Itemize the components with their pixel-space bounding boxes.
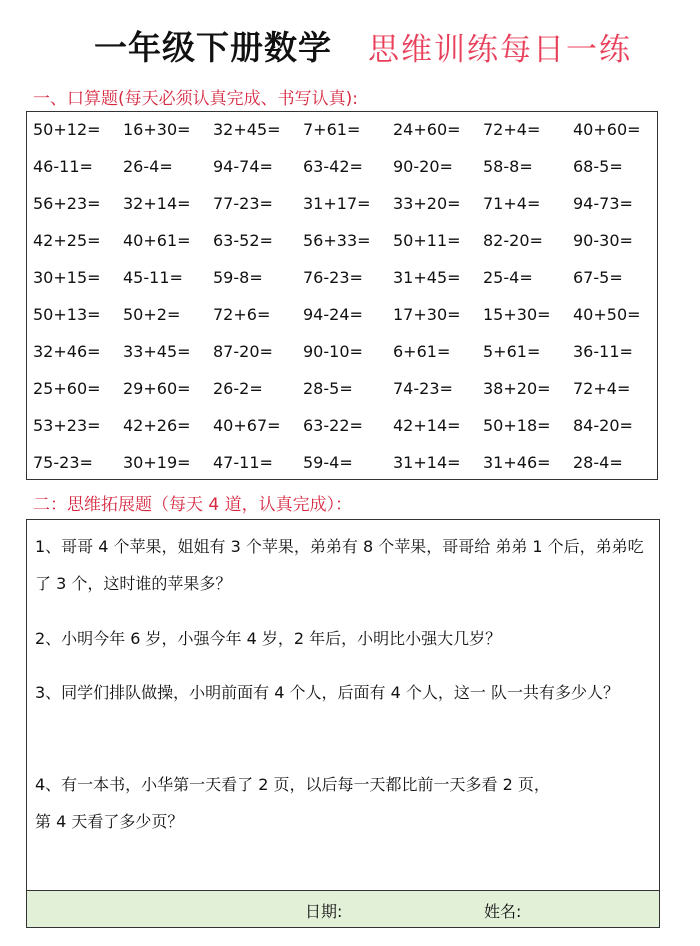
- calc-item: 42+25=: [33, 231, 101, 250]
- calc-item: 71+4=: [483, 194, 541, 213]
- calc-item: 46-11=: [33, 157, 93, 176]
- problem-1: 1、哥哥 4 个苹果，姐姐有 3 个苹果，弟弟有 8 个苹果，哥哥给 弟弟 1 个后，弟弟吃了 3 个，这时谁的苹果多？: [35, 537, 644, 593]
- calc-item: 56+33=: [303, 231, 371, 250]
- calc-item: 15+30=: [483, 305, 551, 324]
- name-label: 姓名:: [484, 902, 522, 921]
- calc-item: 90-10=: [303, 342, 363, 361]
- calc-item: 68-5=: [573, 157, 623, 176]
- calc-item: 50+2=: [123, 305, 181, 324]
- calc-item: 31+45=: [393, 268, 461, 287]
- calc-item: 94-73=: [573, 194, 633, 213]
- mental-math-grid: [26, 111, 658, 480]
- calc-item: 59-4=: [303, 453, 353, 472]
- calc-row: [27, 268, 657, 305]
- calc-item: 42+14=: [393, 416, 461, 435]
- calc-item: 63-52=: [213, 231, 273, 250]
- problem-3: 3、同学们排队做操，小明前面有 4 个人，后面有 4 个人，这一 队一共有多少人？: [35, 683, 619, 702]
- calc-item: 29+60=: [123, 379, 191, 398]
- calc-item: 40+60=: [573, 120, 641, 139]
- calc-item: 6+61=: [393, 342, 451, 361]
- page-title: 一年级下册数学: [94, 28, 332, 67]
- calc-item: 16+30=: [123, 120, 191, 139]
- calc-item: 38+20=: [483, 379, 551, 398]
- calc-item: 76-23=: [303, 268, 363, 287]
- calc-item: 26-4=: [123, 157, 173, 176]
- calc-row: [27, 120, 657, 157]
- calc-item: 63-22=: [303, 416, 363, 435]
- calc-item: 40+50=: [573, 305, 641, 324]
- calc-item: 53+23=: [33, 416, 101, 435]
- calc-item: 58-8=: [483, 157, 533, 176]
- calc-item: 56+23=: [33, 194, 101, 213]
- date-label: 日期:: [305, 902, 343, 921]
- calc-row: [27, 157, 657, 194]
- calc-item: 47-11=: [213, 453, 273, 472]
- calc-item: 28-4=: [573, 453, 623, 472]
- section1-heading: 一、口算题(每天必须认真完成、书写认真):: [33, 89, 358, 109]
- calc-item: 32+45=: [213, 120, 281, 139]
- calc-item: 59-8=: [213, 268, 263, 287]
- calc-item: 72+4=: [573, 379, 631, 398]
- calc-item: 63-42=: [303, 157, 363, 176]
- calc-item: 50+13=: [33, 305, 101, 324]
- calc-item: 31+17=: [303, 194, 371, 213]
- calc-item: 77-23=: [213, 194, 273, 213]
- calc-item: 75-23=: [33, 453, 93, 472]
- calc-row: [27, 416, 657, 453]
- calc-row: [27, 231, 657, 268]
- calc-item: 33+45=: [123, 342, 191, 361]
- calc-row: [27, 379, 657, 416]
- calc-item: 7+61=: [303, 120, 361, 139]
- calc-item: 24+60=: [393, 120, 461, 139]
- page-subtitle: 思维训练每日一练: [368, 32, 632, 68]
- calc-item: 94-74=: [213, 157, 273, 176]
- calc-row: [27, 194, 657, 231]
- calc-item: 67-5=: [573, 268, 623, 287]
- calc-item: 17+30=: [393, 305, 461, 324]
- calc-item: 30+19=: [123, 453, 191, 472]
- calc-item: 30+15=: [33, 268, 101, 287]
- calc-item: 33+20=: [393, 194, 461, 213]
- calc-item: 50+11=: [393, 231, 461, 250]
- calc-item: 28-5=: [303, 379, 353, 398]
- calc-item: 94-24=: [303, 305, 363, 324]
- calc-item: 25-4=: [483, 268, 533, 287]
- problem-4: 4、有一本书，小华第一天看了 2 页，以后每一天都比前一天多看 2 页，第 4 天看了多少页？: [35, 775, 550, 831]
- section2-heading: 二：思维拓展题（每天 4 道，认真完成）：: [33, 495, 353, 515]
- calc-row: [27, 305, 657, 342]
- calc-item: 36-11=: [573, 342, 633, 361]
- calc-item: 31+46=: [483, 453, 551, 472]
- calc-item: 25+60=: [33, 379, 101, 398]
- calc-item: 26-2=: [213, 379, 263, 398]
- calc-item: 90-20=: [393, 157, 453, 176]
- calc-row: [27, 453, 657, 490]
- calc-item: 50+18=: [483, 416, 551, 435]
- title-row: [0, 22, 700, 72]
- calc-item: 87-20=: [213, 342, 273, 361]
- footer-bar: [27, 890, 659, 927]
- calc-item: 90-30=: [573, 231, 633, 250]
- calc-item: 42+26=: [123, 416, 191, 435]
- calc-item: 40+61=: [123, 231, 191, 250]
- calc-item: 72+6=: [213, 305, 271, 324]
- calc-item: 32+14=: [123, 194, 191, 213]
- problem-2: 2、小明今年 6 岁，小强今年 4 岁，2 年后，小明比小强大几岁？: [35, 629, 502, 648]
- calc-item: 40+67=: [213, 416, 281, 435]
- calc-item: 45-11=: [123, 268, 183, 287]
- word-problems-box: [26, 519, 660, 928]
- calc-item: 5+61=: [483, 342, 541, 361]
- calc-item: 74-23=: [393, 379, 453, 398]
- calc-item: 31+14=: [393, 453, 461, 472]
- calc-item: 50+12=: [33, 120, 101, 139]
- calc-item: 32+46=: [33, 342, 101, 361]
- calc-item: 84-20=: [573, 416, 633, 435]
- calc-item: 72+4=: [483, 120, 541, 139]
- calc-row: [27, 342, 657, 379]
- calc-item: 82-20=: [483, 231, 543, 250]
